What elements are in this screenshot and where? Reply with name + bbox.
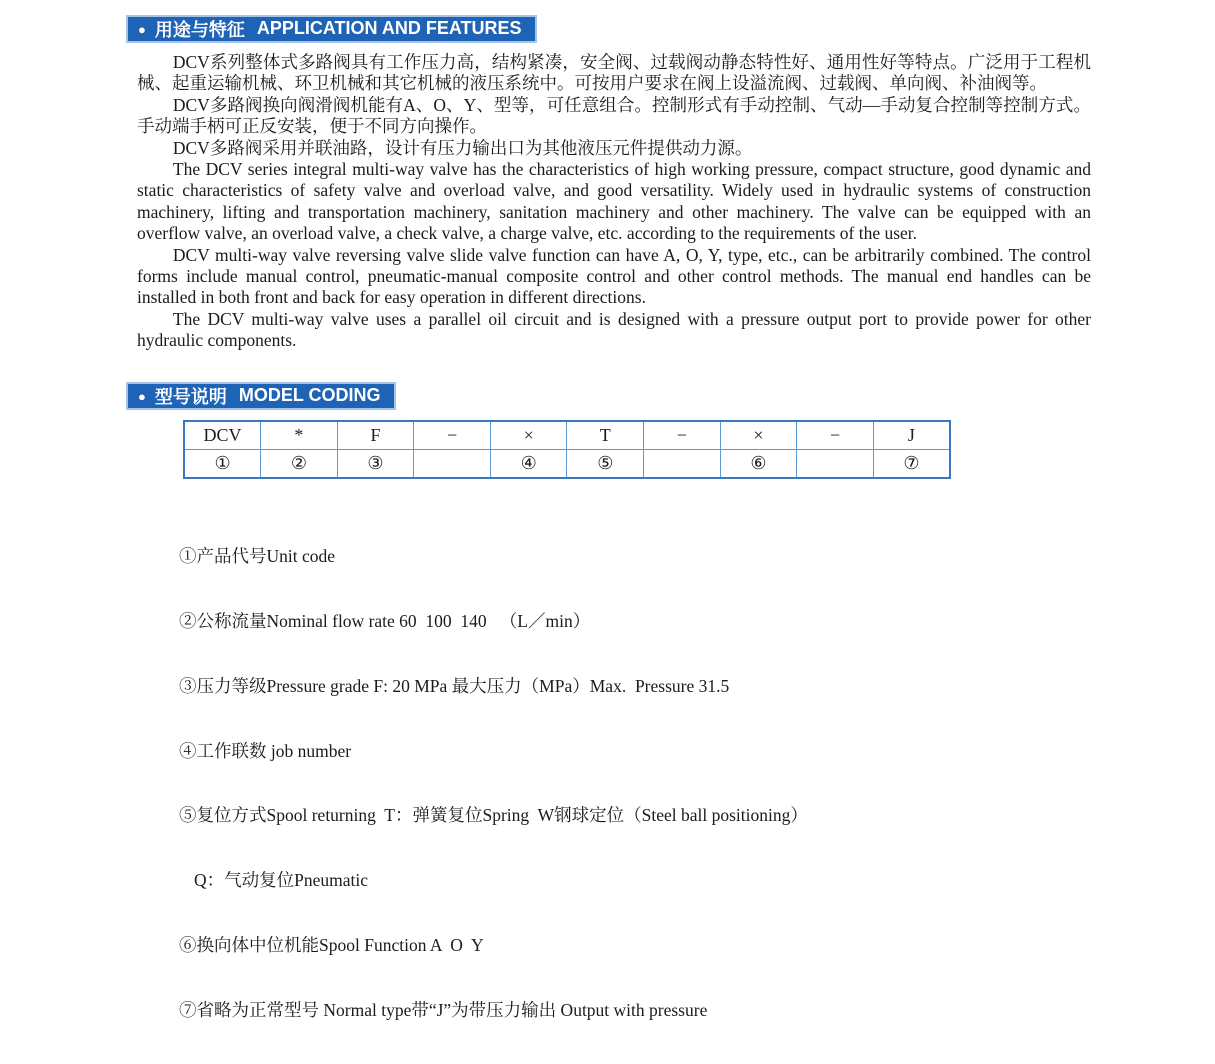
model-code-cell: −	[414, 421, 491, 450]
model-note-1: ①产品代号Unit code	[179, 546, 336, 567]
model-code-index-row	[184, 450, 950, 479]
model-code-row	[184, 421, 950, 450]
section-title-en-application: APPLICATION AND FEATURES	[256, 18, 522, 38]
section-title-en-model-coding: MODEL CODING	[238, 385, 381, 405]
model-code-cell: −	[797, 421, 874, 450]
paragraph-zh-3: DCV多路阀采用并联油路，设计有压力输出口为其他液压元件提供动力源。	[172, 137, 753, 158]
paragraph-en-2: DCV multi-way valve reversing valve slide valve function can have A, O, Y, type, etc., can be arbitrarily combined. The control forms include manual control, pneumatic-manual composite control and other control methods. The manual end handles can be installed in both front and back for easy operation in different directions.	[137, 244, 1091, 308]
model-code-index-cell: ③	[337, 450, 414, 479]
model-note-5: ⑤复位方式Spool returning T：弹簧复位Spring W钢球定位（Steel ball positioning）	[179, 805, 808, 826]
model-note-2: ②公称流量Nominal flow rate 60 100 140 （L／min）	[179, 610, 591, 631]
paragraph-zh-1: DCV系列整体式多路阀具有工作压力高，结构紧凑，安全阀、过载阀动静态特性好、通用性好等特点。广泛用于工程机械、起重运输机械、环卫机械和其它机械的液压系统中。可按用户要求在阀上设溢流阀、过载阀、单向阀、补油阀等。	[137, 52, 1091, 94]
model-note-5b: Q：气动复位Pneumatic	[194, 870, 369, 891]
section-title-zh-application: 用途与特征	[154, 19, 245, 40]
model-code-cell: T	[567, 421, 644, 450]
model-code-cell: F	[337, 421, 414, 450]
model-code-cell: DCV	[184, 421, 261, 450]
model-coding-table	[183, 420, 951, 479]
model-code-cell: J	[873, 421, 950, 450]
model-code-index-cell: ⑦	[873, 450, 950, 479]
model-code-index-cell: ④	[490, 450, 567, 479]
model-note-4: ④工作联数 job number	[179, 740, 352, 761]
bullet-icon: ●	[138, 389, 146, 404]
paragraph-en-1: The DCV series integral multi-way valve has the characteristics of high working pressure, compact structure, good dynamic and static characteristics of safety valve and overload valve, and good versatility. Widely used in hydraulic systems of construction machinery, lifting and transportation machinery, sanitation machinery and other machinery. The valve can be equipped with an overflow valve, an overload valve, a check valve, a charge valve, etc. according to the requirements of the user.	[137, 159, 1091, 244]
paragraph-en-3: The DCV multi-way valve uses a parallel oil circuit and is designed with a pressure output port to provide power for other hydraulic components.	[137, 308, 1091, 351]
model-note-3: ③压力等级Pressure grade F: 20 MPa 最大压力（MPa）Max. Pressure 31.5	[179, 675, 730, 696]
bullet-icon: ●	[138, 22, 146, 37]
paragraph-zh-2: DCV多路阀换向阀滑阀机能有A、O、Y、型等，可任意组合。控制形式有手动控制、气动—手动复合控制等控制方式。手动端手柄可正反安装，便于不同方向操作。	[137, 94, 1091, 137]
section-header-model-coding	[126, 382, 396, 410]
model-code-cell: *	[261, 421, 338, 450]
model-code-cell: ×	[490, 421, 567, 450]
model-code-index-cell	[414, 450, 491, 479]
model-code-index-cell: ②	[261, 450, 338, 479]
model-code-cell: −	[644, 421, 721, 450]
model-code-cell: ×	[720, 421, 797, 450]
model-code-index-cell	[644, 450, 721, 479]
model-coding-notes	[179, 503, 808, 1064]
model-note-6: ⑥换向体中位机能Spool Function A O Y	[179, 934, 484, 955]
model-code-index-cell: ⑤	[567, 450, 644, 479]
application-text-block	[137, 52, 1091, 352]
model-note-7: ⑦省略为正常型号 Normal type带“J”为带压力输出 Output with pressure	[179, 999, 708, 1020]
model-code-index-cell	[797, 450, 874, 479]
model-code-index-cell: ①	[184, 450, 261, 479]
section-title-zh-model-coding: 型号说明	[154, 386, 227, 407]
model-code-index-cell: ⑥	[720, 450, 797, 479]
section-header-application	[126, 15, 537, 43]
